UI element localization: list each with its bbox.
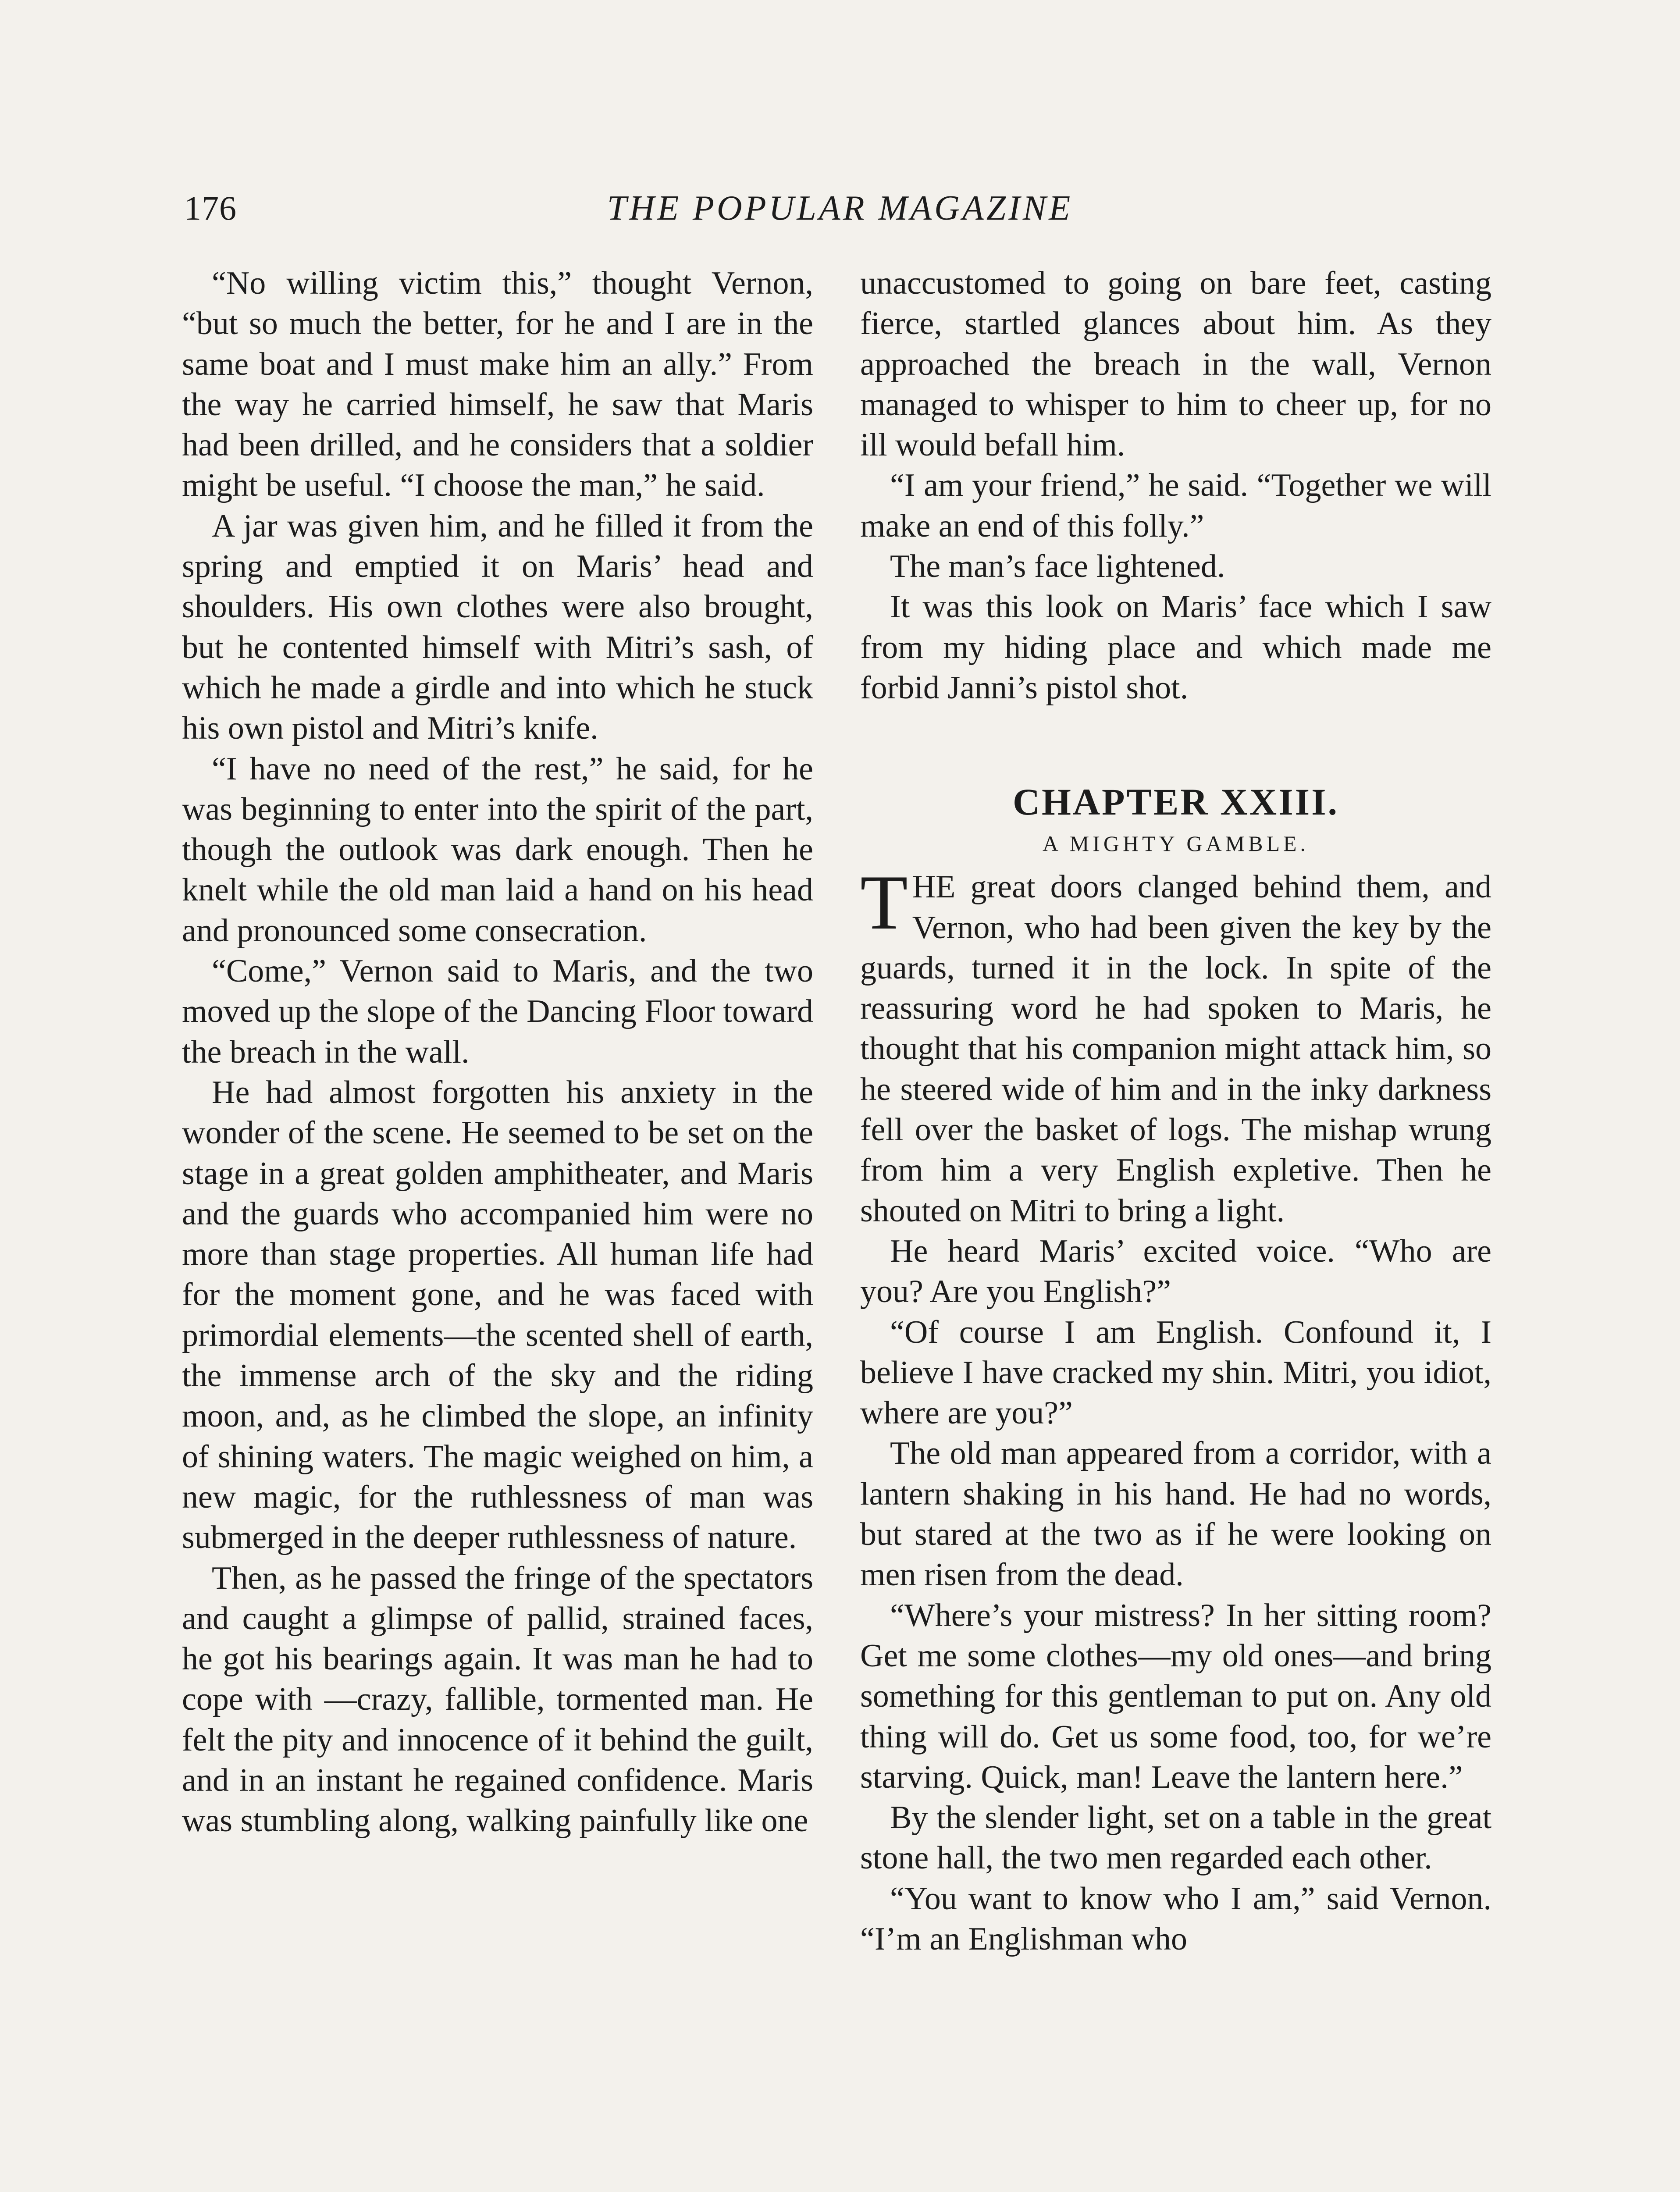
chapter-first-paragraph [860, 859, 1491, 1231]
paragraph: Then, as he passed the fringe of the spectators and caught a glimpse of pallid, strained faces, he got his bearings again. It was man he had to cope with —crazy, fallible, tormented man. He felt the pity and innocence of it behind the guilt, and in an instant he regained confidence. Maris was stumbling along, walking painfully like one [182, 1560, 813, 1839]
chapter-subtitle: A MIGHTY GAMBLE. [1042, 831, 1310, 856]
paragraph: He heard Maris’ excited voice. “Who are you? Are you English?” [860, 1233, 1491, 1310]
paragraph: “Come,” Vernon said to Maris, and the two moved up the slope of the Dancing Floor toward the breach in the wall. [182, 953, 813, 1070]
paragraph: “Of course I am English. Confound it, I believe I have cracked my shin. Mitri, you idiot, where are you?” [860, 1314, 1491, 1431]
paragraph: It was this look on Maris’ face which I saw from my hiding place and which made me forbid Janni’s pistol shot. [860, 589, 1491, 706]
chapter-title: CHAPTER XXIII. [1012, 781, 1339, 823]
paragraph: “I am your friend,” he said. “Together we will make an end of this folly.” [860, 467, 1491, 544]
paragraph: The old man appeared from a corridor, with a lantern shaking in his hand. He had no words, but stared at the two as if he were looking on men risen from the dead. [860, 1435, 1491, 1593]
paragraph: “Where’s your mistress? In her sitting room? Get me some clothes—my old ones—and bring something for this gentleman to put on. Any old thing will do. Get us some food, too, for we’re starving. Quick, man! Leave the lantern here.” [860, 1597, 1491, 1795]
running-title: THE POPULAR MAGAZINE [607, 189, 1073, 228]
paragraph: He had almost forgotten his anxiety in the wonder of the scene. He seemed to be set on the stage in a great golden amphitheater, and Maris and the guards who accompanied him were no more than stage properties. All human life had for the moment gone, and he was faced with primordial elements—the scented shell of earth, the immense arch of the sky and the riding moon, and, as he climbed the slope, an infinity of shining waters. The magic weighed on him, a new magic, for the ruthlessness of man was submerged in the deeper ruthlessness of nature. [182, 1074, 813, 1556]
paragraph: By the slender light, set on a table in the great stone hall, the two men regarded each other. [860, 1800, 1491, 1876]
paragraph: A jar was given him, and he filled it from the spring and emptied it on Maris’ head and shoulders. His own clothes were also brought, but he contented himself with Mitri’s sash, of which he made a girdle and into which he stuck his own pistol and Mitri’s knife. [182, 508, 813, 747]
first-paragraph-text: HE great doors clanged behind them, and Vernon, who had been given the key by the guards, turned it in the lock. In spite of the reassuring word he had spoken to Maris, he thought that his companion might attack him, so he steered wide of him and in the inky darkness fell over the basket of logs. The mishap wrung from him a very English expletive. Then he shouted on Mitri to bring a light. [860, 869, 1491, 1229]
paragraph: The man’s face lightened. [890, 548, 1225, 585]
paragraph: “I have no need of the rest,” he said, for he was beginning to enter into the spirit of the part, though the outlook was dark enough. Then he knelt while the old man laid a hand on his head and pronounced some consecration. [182, 751, 813, 949]
right-column [860, 263, 1491, 1959]
drop-cap: T [860, 859, 908, 946]
paragraph-continuation: unaccustomed to going on bare feet, casting fierce, startled glances about him. As they approached the breach in the wall, Vernon managed to whisper to him to cheer up, for no ill would befall him. [860, 265, 1491, 463]
section-gap [860, 708, 1491, 782]
paragraph: “You want to know who I am,” said Vernon. “I’m an Englishman who [860, 1880, 1491, 1957]
paragraph: “No willing victim this,” thought Vernon, “but so much the better, for he and I are in the same boat and I must make him an ally.” From the way he carried himself, he saw that Maris had been drilled, and he considers that a soldier might be useful. “I choose the man,” he said. [182, 265, 813, 504]
left-column [182, 263, 813, 1841]
page-number: 176 [184, 189, 237, 227]
